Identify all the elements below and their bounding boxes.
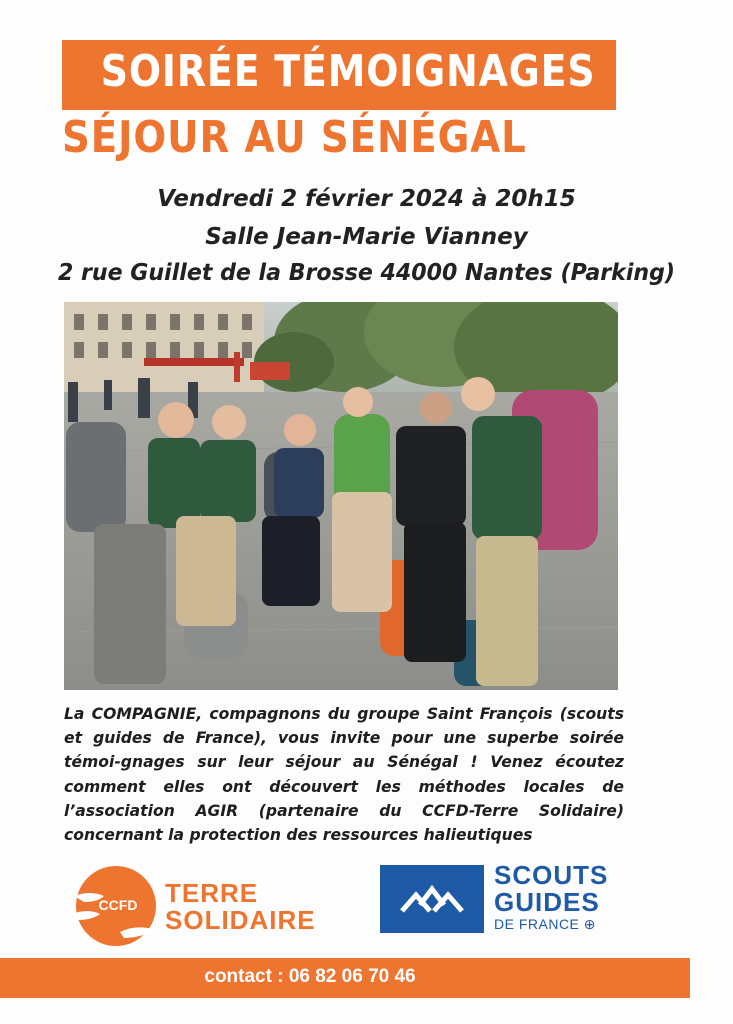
sgdf-line2: GUIDES — [494, 887, 600, 917]
group-photo-illustration — [64, 302, 618, 690]
sgdf-mountain-icon — [380, 865, 484, 933]
ccfd-badge-text: CCFD — [98, 897, 138, 913]
ccfd-name — [165, 880, 316, 934]
event-address: 2 rue Guillet de la Brosse 44000 Nantes (Parking) — [57, 260, 676, 286]
title-line-2: SÉJOUR AU SÉNÉGAL — [62, 112, 527, 163]
ccfd-logo — [70, 862, 160, 952]
description-paragraph: La COMPAGNIE, compagnons du groupe Saint François (scouts et guides de France), vous invite pour une superbe soirée témoi-gnages sur leur séjour au Sénégal ! Venez écoutez comment elles ont découvert les méthodes locales de l’association AGIR (partenaire du CCFD-Terre Solidaire) concernant la protection des ressources halieutiques — [64, 705, 624, 845]
group-photo — [64, 302, 618, 690]
ccfd-name-line2: SOLIDAIRE — [165, 905, 316, 935]
contact-phone: contact : 06 82 06 70 46 — [204, 966, 416, 987]
ccfd-hands-icon — [70, 862, 160, 952]
title-line-1: SOIRÉE TÉMOIGNAGES — [100, 46, 596, 97]
ccfd-name-line1: TERRE — [165, 878, 259, 908]
sgdf-line3: DE FRANCE ⊕ — [494, 916, 597, 932]
event-venue: Salle Jean-Marie Vianney — [205, 224, 528, 250]
sgdf-emblem — [380, 865, 484, 933]
event-date: Vendredi 2 février 2024 à 20h15 — [157, 186, 576, 212]
sgdf-line1: SCOUTS — [494, 860, 609, 890]
